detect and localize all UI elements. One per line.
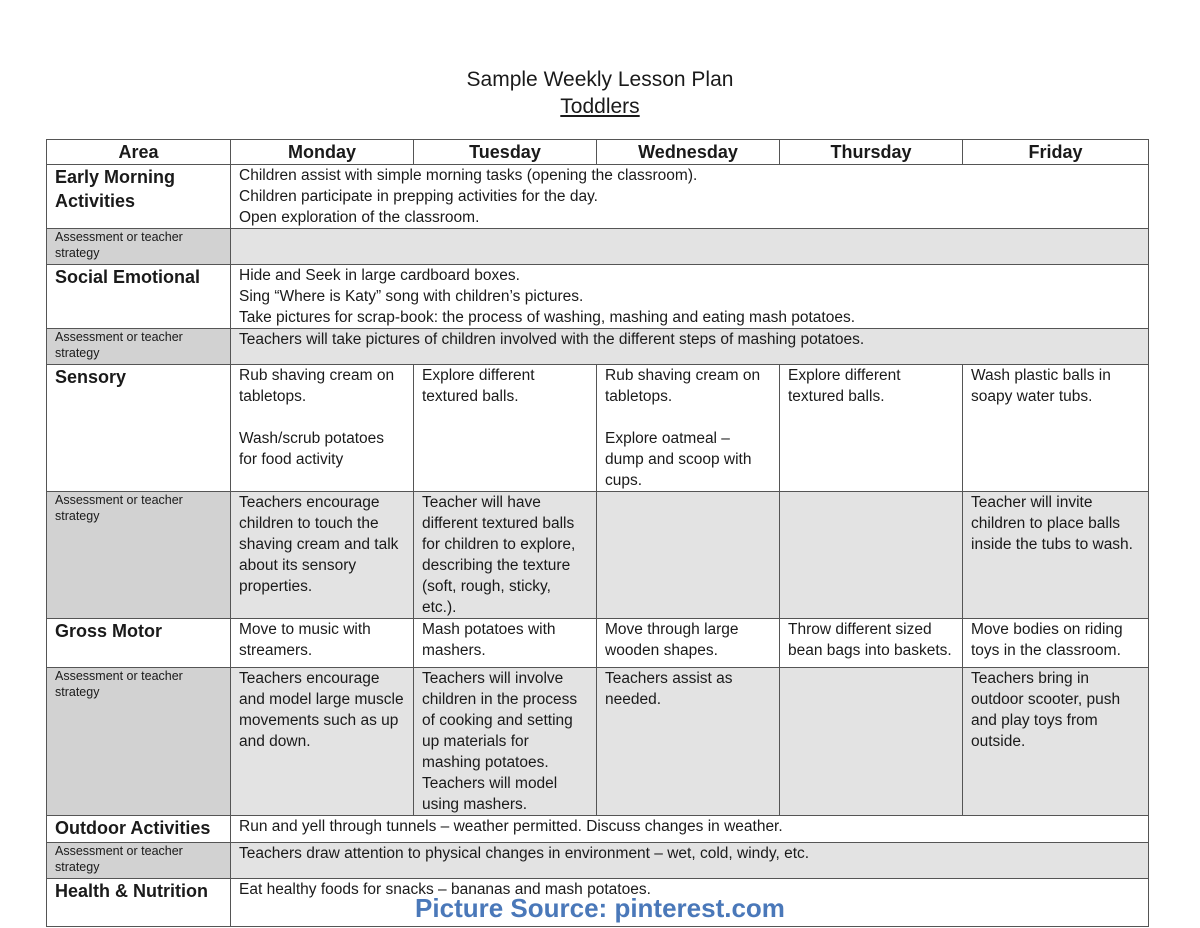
row-outdoor-activities <box>47 816 1149 843</box>
sensory-tuesday: Explore different textured balls. <box>414 365 597 492</box>
assessment-label: Assessment or teacher strategy <box>47 843 231 879</box>
row-early-morning <box>47 165 1149 229</box>
early-morning-line: Children participate in prepping activities for the day. <box>239 188 598 205</box>
lesson-plan-table <box>46 139 1149 927</box>
row-social-emotional <box>47 265 1149 329</box>
early-morning-line: Children assist with simple morning tasks (opening the classroom). <box>239 167 698 184</box>
gross-motor-wednesday: Move through large wooden shapes. <box>597 619 780 668</box>
social-emotional-line: Take pictures for scrap-book: the process of washing, mashing and eating mash potatoes. <box>239 309 856 326</box>
sensory-assessment-tuesday: Teacher will have different textured balls for children to explore, describing the texture (soft, rough, sticky, etc.). <box>414 492 597 619</box>
header-wednesday: Wednesday <box>597 140 780 165</box>
sensory-thursday: Explore different textured balls. <box>780 365 963 492</box>
sensory-wednesday: Rub shaving cream on tabletops. Explore oatmeal – dump and scoop with cups. <box>597 365 780 492</box>
header-row <box>47 140 1149 165</box>
social-emotional-assessment: Teachers will take pictures of children involved with the different steps of mashing potatoes. <box>231 329 1149 365</box>
social-emotional-line: Hide and Seek in large cardboard boxes. <box>239 267 520 284</box>
social-emotional-activities <box>231 265 1149 329</box>
document-subtitle: Toddlers <box>560 95 640 118</box>
gross-motor-friday: Move bodies on riding toys in the classroom. <box>963 619 1149 668</box>
picture-source-caption: Picture Source: pinterest.com <box>415 893 785 923</box>
sensory-friday: Wash plastic balls in soapy water tubs. <box>963 365 1149 492</box>
assessment-label: Assessment or teacher strategy <box>47 492 231 619</box>
gross-motor-assessment-thursday <box>780 668 963 816</box>
assessment-label: Assessment or teacher strategy <box>47 668 231 816</box>
area-early-morning: Early Morning Activities <box>47 165 231 229</box>
sensory-assessment-thursday <box>780 492 963 619</box>
row-sensory <box>47 365 1149 492</box>
row-outdoor-assessment <box>47 843 1149 879</box>
gross-motor-assessment-friday: Teachers bring in outdoor scooter, push and play toys from outside. <box>963 668 1149 816</box>
document-title-block <box>0 66 1200 120</box>
early-morning-assessment <box>231 229 1149 265</box>
header-area: Area <box>47 140 231 165</box>
assessment-label: Assessment or teacher strategy <box>47 229 231 265</box>
row-social-emotional-assessment <box>47 329 1149 365</box>
row-early-morning-assessment <box>47 229 1149 265</box>
area-outdoor-activities: Outdoor Activities <box>47 816 231 843</box>
gross-motor-assessment-wednesday: Teachers assist as needed. <box>597 668 780 816</box>
sensory-monday: Rub shaving cream on tabletops. Wash/scrub potatoes for food activity <box>231 365 414 492</box>
early-morning-activities <box>231 165 1149 229</box>
area-social-emotional: Social Emotional <box>47 265 231 329</box>
sensory-assessment-monday: Teachers encourage children to touch the shaving cream and talk about its sensory properties. <box>231 492 414 619</box>
outdoor-activities-text: Run and yell through tunnels – weather permitted. Discuss changes in weather. <box>231 816 1149 843</box>
row-sensory-assessment <box>47 492 1149 619</box>
gross-motor-assessment-tuesday: Teachers will involve children in the process of cooking and setting up materials for mashing potatoes. Teachers will model using mashers. <box>414 668 597 816</box>
outdoor-assessment: Teachers draw attention to physical changes in environment – wet, cold, windy, etc. <box>231 843 1149 879</box>
gross-motor-thursday: Throw different sized bean bags into baskets. <box>780 619 963 668</box>
sensory-assessment-wednesday <box>597 492 780 619</box>
header-tuesday: Tuesday <box>414 140 597 165</box>
gross-motor-tuesday: Mash potatoes with mashers. <box>414 619 597 668</box>
header-monday: Monday <box>231 140 414 165</box>
assessment-label: Assessment or teacher strategy <box>47 329 231 365</box>
social-emotional-line: Sing “Where is Katy” song with children’s pictures. <box>239 288 584 305</box>
row-gross-motor <box>47 619 1149 668</box>
sensory-assessment-friday: Teacher will invite children to place balls inside the tubs to wash. <box>963 492 1149 619</box>
document-title: Sample Weekly Lesson Plan <box>466 68 734 91</box>
gross-motor-assessment-monday: Teachers encourage and model large muscle movements such as up and down. <box>231 668 414 816</box>
area-sensory: Sensory <box>47 365 231 492</box>
header-thursday: Thursday <box>780 140 963 165</box>
health-nutrition-text: Eat healthy foods for snacks – bananas and mash potatoes. <box>231 879 1149 927</box>
area-health-nutrition: Health & Nutrition <box>47 879 231 927</box>
gross-motor-monday: Move to music with streamers. <box>231 619 414 668</box>
early-morning-line: Open exploration of the classroom. <box>239 209 480 226</box>
area-gross-motor: Gross Motor <box>47 619 231 668</box>
header-friday: Friday <box>963 140 1149 165</box>
row-gross-motor-assessment <box>47 668 1149 816</box>
